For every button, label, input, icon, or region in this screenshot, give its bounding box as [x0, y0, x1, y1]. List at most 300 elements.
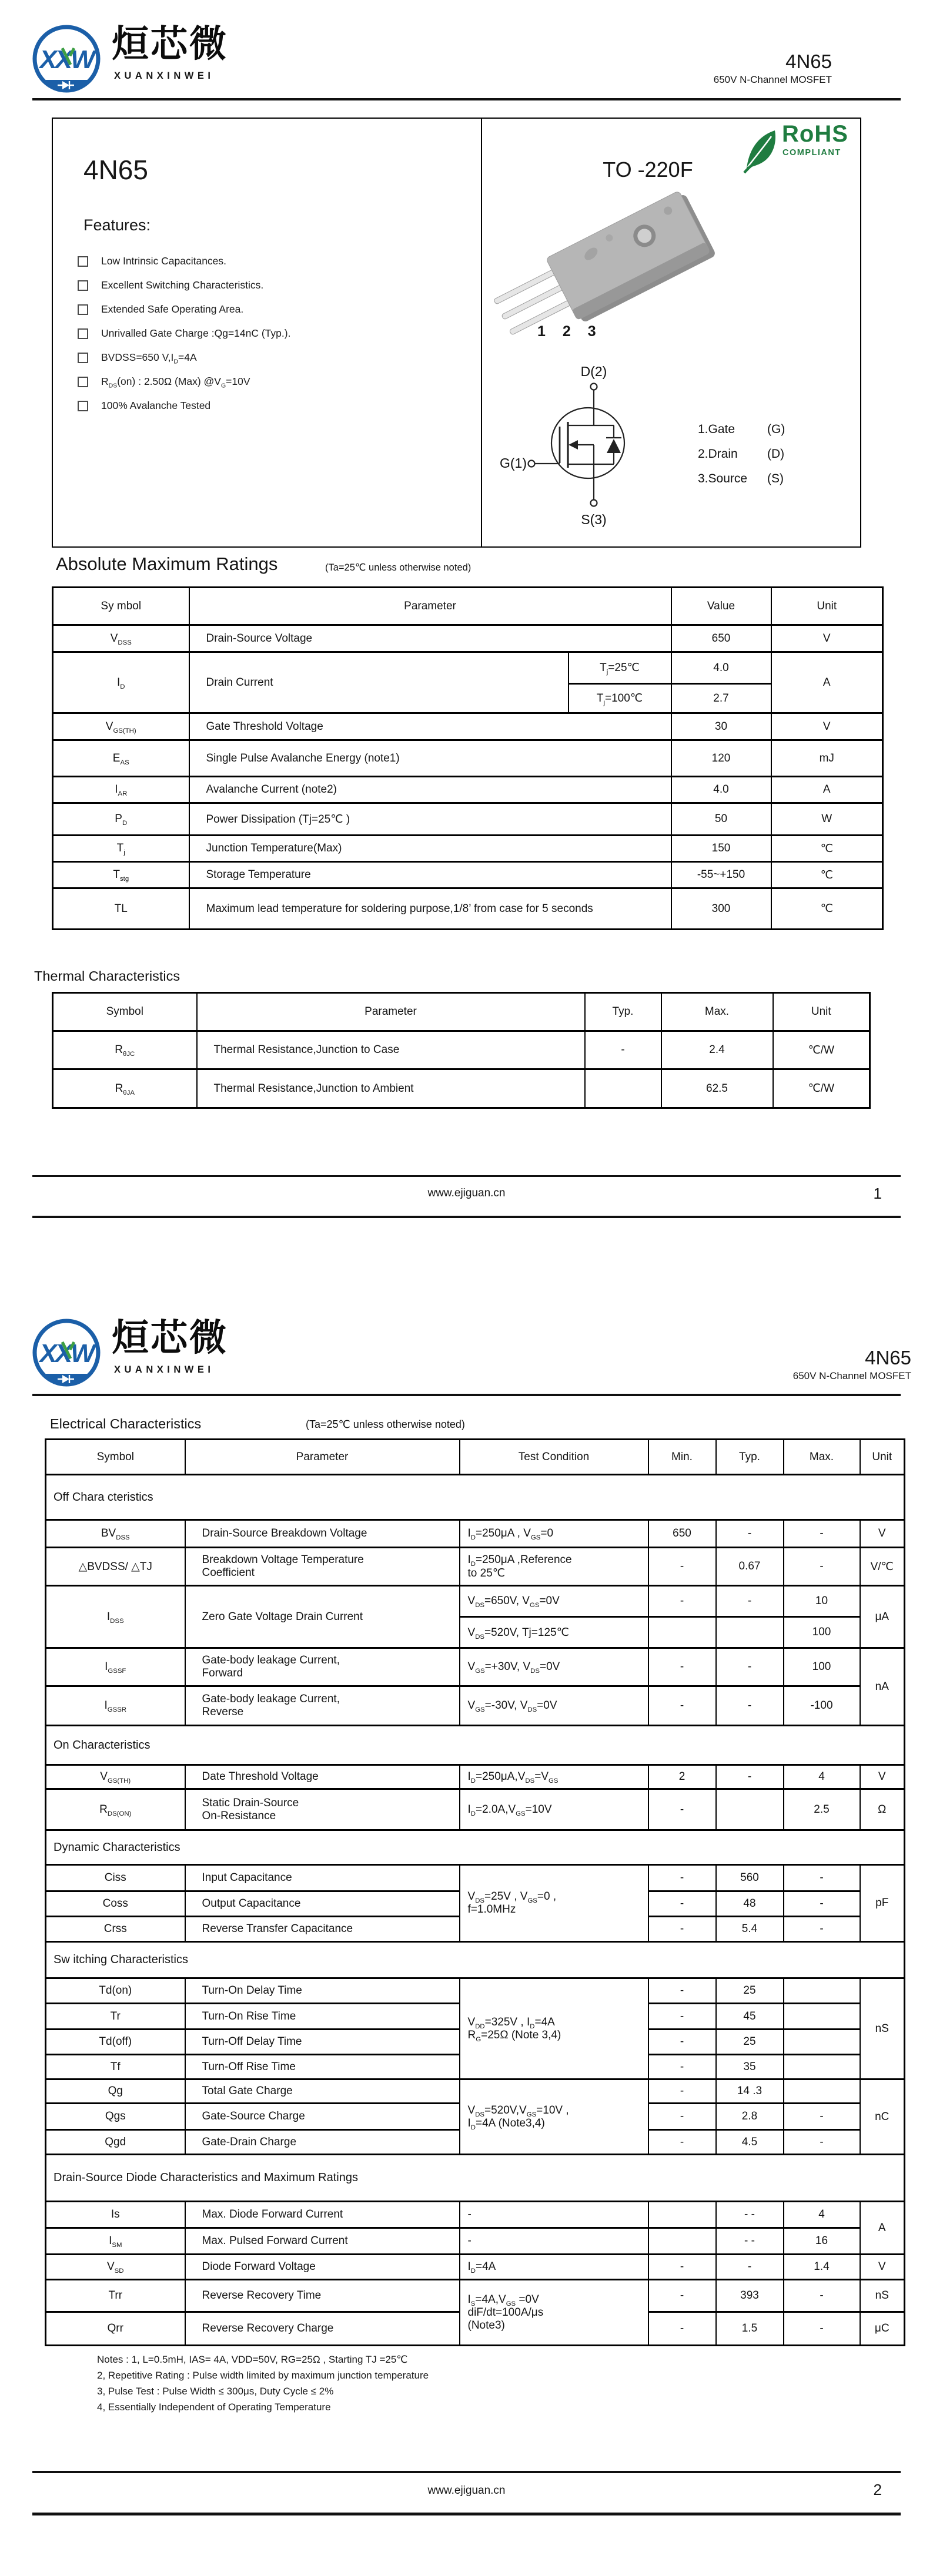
table-cell: Thermal Resistance,Junction to Case — [197, 1031, 585, 1069]
thermal-table — [52, 992, 871, 1109]
table-cell — [648, 1617, 716, 1648]
table-cell: - — [585, 1031, 661, 1069]
table-cell: Ciss — [46, 1865, 185, 1891]
table-cell: mJ — [771, 740, 883, 777]
table-cell: $R_{\theta JA}$ — [53, 1069, 197, 1108]
table-cell: $T_j=100℃$ — [569, 684, 671, 713]
table-row — [46, 2228, 905, 2255]
table-cell: Td(off) — [46, 2030, 185, 2055]
note-line: 3, Pulse Test : Pulse Width ≤ 300μs, Duty Cycle ≤ 2% — [97, 2386, 334, 2397]
part-subtitle: 650V N-Channel MOSFET — [713, 74, 832, 85]
feature-text: Unrivalled Gate Charge :Qg=14nC (Typ.). — [101, 327, 291, 339]
notes-block — [47, 2352, 429, 2415]
table-cell: - — [648, 1978, 716, 2004]
table-row — [46, 2155, 905, 2202]
elec-table — [45, 1438, 905, 2346]
feature-text: $R_{DS}(on)$ : 2.50Ω (Max) $@V_G=10V$ — [101, 375, 250, 390]
table-row — [53, 713, 883, 740]
table-cell: Junction Temperature(Max) — [189, 836, 671, 862]
table-cell: μA — [860, 1586, 905, 1648]
table-cell: - — [716, 1586, 784, 1617]
table-cell: 2.7 — [671, 684, 771, 713]
table-cell: $R_{\theta JC}$ — [53, 1031, 197, 1069]
table-cell: $I_D=2.0A,V_{GS}=10V$ — [460, 1789, 648, 1830]
table-cell: - — [648, 1917, 716, 1942]
table-cell: Total Gate Charge — [185, 2079, 460, 2104]
footer-rule-bottom — [32, 1216, 901, 1218]
elec-heading: Electrical Characteristics — [50, 1416, 202, 1431]
table-cell: Sy mbol — [53, 588, 189, 625]
table-cell: Trr — [46, 2280, 185, 2312]
table-cell: Parameter — [189, 588, 671, 625]
table-row — [46, 1765, 905, 1789]
table-cell: - — [648, 1789, 716, 1830]
table-cell: ℃ — [771, 888, 883, 930]
logo-monogram-icon — [24, 1315, 109, 1390]
table-cell: Reverse Recovery Time — [185, 2280, 460, 2312]
table-cell: - — [648, 1686, 716, 1726]
part-subtitle: 650V N-Channel MOSFET — [792, 1370, 911, 1381]
table-cell: Drain Current — [189, 652, 569, 713]
pin-abbr: (G) — [767, 422, 785, 436]
table-cell: - - — [716, 2228, 784, 2255]
table-cell: Qg — [46, 2079, 185, 2104]
table-cell: Symbol — [46, 1440, 185, 1475]
header-title-block — [608, 1347, 911, 1383]
table-cell — [716, 1789, 784, 1830]
data-table — [52, 992, 871, 1109]
table-row — [46, 2280, 905, 2312]
table-cell: 120 — [671, 740, 771, 777]
table-cell: 1.5 — [716, 2312, 784, 2346]
table-cell: Turn-Off Delay Time — [185, 2030, 460, 2055]
table-cell: Gate-Drain Charge — [185, 2130, 460, 2155]
table-cell: △BVDSS/ △TJ — [46, 1548, 185, 1586]
table-cell: Is — [46, 2202, 185, 2228]
table-cell: Breakdown Voltage Temperature Coefficient — [185, 1548, 460, 1586]
table-cell: Thermal Resistance,Junction to Ambient — [197, 1069, 585, 1108]
table-cell: - — [784, 2312, 860, 2346]
page-number: 1 — [873, 1185, 882, 1202]
footer-website: www.ejiguan.cn — [427, 1187, 506, 1199]
table-cell: 150 — [671, 836, 771, 862]
table-cell: $V_{DS}=25V$ , $V_{GS}=0$ , f=1.0MHz — [460, 1865, 648, 1942]
table-cell: Maximum lead temperature for soldering purpose,1/8’ from case for 5 seconds — [189, 888, 671, 930]
table-cell: W — [771, 803, 883, 836]
table-cell: $I_D=4A$ — [460, 2255, 648, 2280]
table-row — [53, 1031, 870, 1069]
table-cell: 4.5 — [716, 2130, 784, 2155]
table-cell: - — [648, 2004, 716, 2030]
table-cell: Unit — [771, 588, 883, 625]
table-cell: Crss — [46, 1917, 185, 1942]
table-cell: - — [648, 1648, 716, 1686]
header-title-block — [529, 51, 832, 87]
table-cell: Static Drain-Source On-Resistance — [185, 1789, 460, 1830]
feature-item — [78, 321, 466, 346]
table-cell: Gate-body leakage Current, Forward — [185, 1648, 460, 1686]
table-cell: 2.8 — [716, 2104, 784, 2130]
table-cell: - — [648, 2280, 716, 2312]
table-cell: V — [771, 625, 883, 652]
table-cell: TL — [53, 888, 189, 930]
table-cell — [585, 1069, 661, 1108]
abs-max-table — [52, 586, 884, 930]
table-cell: Drain-Source Voltage — [189, 625, 671, 652]
table-cell: $V_{DD}=325V$ , $I_D=4A$ $R_G=25\Omega$ (Note 3,4) — [460, 1978, 648, 2079]
table-cell: ℃ — [771, 836, 883, 862]
table-cell: $I_{DSS}$ — [46, 1586, 185, 1648]
abs-max-note: (Ta=25℃ unless otherwise noted) — [325, 562, 471, 573]
table-cell: pF — [860, 1865, 905, 1942]
table-cell: - — [648, 1548, 716, 1586]
table-cell: V/℃ — [860, 1548, 905, 1586]
table-cell: $V_{DS}=520V,V_{GS}=10V$ , $I_D=4A$ (Note3,4) — [460, 2079, 648, 2155]
thermal-heading: Thermal Characteristics — [34, 968, 180, 984]
part-number: 4N65 — [785, 51, 832, 72]
table-row — [46, 1648, 905, 1686]
table-cell: $I_D=250\mu A,V_{DS}=V_{GS}$ — [460, 1765, 648, 1789]
table-cell: Min. — [648, 1440, 716, 1475]
table-row — [53, 588, 883, 625]
table-cell: - — [716, 1648, 784, 1686]
table-cell: 2 — [648, 1765, 716, 1789]
feature-item — [78, 394, 466, 418]
features-list — [78, 249, 466, 418]
table-cell: Reverse Transfer Capacitance — [185, 1917, 460, 1942]
table-cell: 35 — [716, 2055, 784, 2079]
table-cell: - - — [716, 2202, 784, 2228]
table-cell: $E_{AS}$ — [53, 740, 189, 777]
table-cell: $I_{GSSR}$ — [46, 1686, 185, 1726]
table-cell: - — [648, 1865, 716, 1891]
table-cell — [648, 2228, 716, 2255]
table-cell: Max. Diode Forward Current — [185, 2202, 460, 2228]
table-cell: V — [860, 1765, 905, 1789]
pin-name: 1.Gate — [698, 422, 735, 436]
table-cell: ℃/W — [773, 1031, 870, 1069]
table-cell: 25 — [716, 1978, 784, 2004]
table-row — [53, 777, 883, 803]
table-cell: Single Pulse Avalanche Energy (note1) — [189, 740, 671, 777]
table-cell: $I_{GSSF}$ — [46, 1648, 185, 1686]
note-line: Notes : 1, L=0.5mH, IAS= 4A, VDD=50V, RG=25Ω , Starting TJ =25℃ — [97, 2354, 408, 2365]
table-row — [53, 652, 883, 684]
table-cell: $P_D$ — [53, 803, 189, 836]
table-cell: 45 — [716, 2004, 784, 2030]
table-row — [53, 993, 870, 1031]
table-cell: Turn-Off Rise Time — [185, 2055, 460, 2079]
feature-item — [78, 249, 466, 273]
table-cell: - — [784, 1520, 860, 1548]
table-cell: $T_{stg}$ — [53, 862, 189, 888]
table-row — [53, 1069, 870, 1108]
table-cell: $R_{DS(ON)}$ — [46, 1789, 185, 1830]
gate-label: G(1) — [500, 455, 527, 471]
table-row — [46, 1440, 905, 1475]
table-cell: Tr — [46, 2004, 185, 2030]
abs-max-heading: Absolute Maximum Ratings — [56, 554, 278, 574]
table-row — [53, 740, 883, 777]
header-rule — [32, 98, 901, 100]
logo-monogram-icon — [24, 21, 109, 96]
table-cell: - — [460, 2228, 648, 2255]
table-row — [53, 625, 883, 652]
footer-rule-top — [32, 1175, 901, 1177]
table-cell: Gate Threshold Voltage — [189, 713, 671, 740]
table-cell: - — [716, 1520, 784, 1548]
table-cell: V — [771, 713, 883, 740]
table-cell: V — [860, 1520, 905, 1548]
table-cell: - — [648, 2055, 716, 2079]
table-cell: A — [771, 777, 883, 803]
table-cell: - — [648, 2312, 716, 2346]
table-cell: $V_{DS}=650V$, $V_{GS}=0V$ — [460, 1586, 648, 1617]
feature-text: 100% Avalanche Tested — [101, 400, 211, 411]
pin-name-list — [698, 417, 785, 491]
elec-note: (Ta=25℃ unless otherwise noted) — [306, 1418, 465, 1430]
rohs-compliant-text: COMPLIANT — [782, 148, 841, 157]
rohs-logo — [743, 123, 861, 175]
table-row — [53, 836, 883, 862]
table-cell: 4 — [784, 2202, 860, 2228]
pin-numbers-label: 1 2 3 — [537, 323, 603, 340]
package-label: TO -220F — [603, 157, 693, 182]
table-cell: $V_{GS(TH)}$ — [53, 713, 189, 740]
table-cell: $V_{DS}=520V$, Tj=125℃ — [460, 1617, 648, 1648]
table-cell: 50 — [671, 803, 771, 836]
table-row — [46, 1978, 905, 2004]
table-row — [46, 1548, 905, 1586]
table-cell: ℃ — [771, 862, 883, 888]
table-cell: Max. — [661, 993, 773, 1031]
pin-abbr: (S) — [767, 472, 784, 485]
table-cell: nC — [860, 2079, 905, 2155]
mosfet-symbol — [477, 354, 730, 530]
table-cell: $I_D=250\mu A$ ,Reference to 25℃ — [460, 1548, 648, 1586]
table-cell: - — [784, 1865, 860, 1891]
table-cell: 650 — [671, 625, 771, 652]
table-cell — [784, 2079, 860, 2104]
feature-text: Extended Safe Operating Area. — [101, 303, 244, 315]
table-cell: Tf — [46, 2055, 185, 2079]
table-cell: 4 — [784, 1765, 860, 1789]
part-number: 4N65 — [865, 1347, 911, 1368]
table-cell: Date Threshold Voltage — [185, 1765, 460, 1789]
table-cell: $V_{SD}$ — [46, 2255, 185, 2280]
table-cell: Power Dissipation (Tj=25℃ ) — [189, 803, 671, 836]
table-cell: V — [860, 2255, 905, 2280]
table-cell: 48 — [716, 1891, 784, 1917]
checkbox-icon — [78, 353, 88, 363]
table-cell: - — [648, 2104, 716, 2130]
table-cell: - — [648, 1586, 716, 1617]
table-cell: On Characteristics — [46, 1726, 905, 1765]
checkbox-icon — [78, 328, 88, 339]
company-logo — [24, 21, 276, 96]
footer-rule-bottom — [32, 2513, 901, 2515]
table-cell: - — [648, 2130, 716, 2155]
table-row — [46, 1586, 905, 1617]
table-cell: 16 — [784, 2228, 860, 2255]
data-table — [45, 1438, 905, 2346]
company-logo — [24, 1315, 276, 1390]
table-cell: $T_j$ — [53, 836, 189, 862]
table-cell: Symbol — [53, 993, 197, 1031]
table-cell: 1.4 — [784, 2255, 860, 2280]
table-cell — [784, 2055, 860, 2079]
pin-name: 3.Source — [698, 472, 748, 485]
table-cell: 30 — [671, 713, 771, 740]
table-cell — [784, 2030, 860, 2055]
table-cell: - — [784, 1917, 860, 1942]
table-cell: - — [784, 2104, 860, 2130]
table-cell: Dynamic Characteristics — [46, 1830, 905, 1865]
table-cell: Input Capacitance — [185, 1865, 460, 1891]
pin-row — [698, 417, 785, 442]
table-row — [46, 1686, 905, 1726]
source-label: S(3) — [581, 512, 607, 527]
table-cell: Output Capacitance — [185, 1891, 460, 1917]
pin-abbr: (D) — [767, 447, 785, 461]
table-cell: $I_{SM}$ — [46, 2228, 185, 2255]
table-cell: 2.5 — [784, 1789, 860, 1830]
table-cell — [784, 1978, 860, 2004]
table-row — [46, 1830, 905, 1865]
table-cell: 14 .3 — [716, 2079, 784, 2104]
table-cell: nA — [860, 1648, 905, 1726]
table-row — [53, 888, 883, 930]
table-cell: Gate-Source Charge — [185, 2104, 460, 2130]
table-cell: Qgs — [46, 2104, 185, 2130]
table-cell: Parameter — [197, 993, 585, 1031]
table-cell: $V_{GS}=-30V$, $V_{DS}=0V$ — [460, 1686, 648, 1726]
table-cell: - — [716, 1765, 784, 1789]
table-row — [46, 1789, 905, 1830]
table-cell: $I_D$ — [53, 652, 189, 713]
table-cell: - — [716, 2255, 784, 2280]
table-row — [46, 1942, 905, 1978]
table-cell: 393 — [716, 2280, 784, 2312]
table-row — [46, 1520, 905, 1548]
table-row — [46, 2079, 905, 2104]
table-cell: Unit — [773, 993, 870, 1031]
table-row — [53, 862, 883, 888]
table-cell: Td(on) — [46, 1978, 185, 2004]
table-cell: 0.67 — [716, 1548, 784, 1586]
table-cell: 4.0 — [671, 777, 771, 803]
feature-text: BVDSS=650 $V,I_D=4A$ — [101, 351, 197, 365]
product-title: 4N65 — [83, 155, 148, 185]
checkbox-icon — [78, 401, 88, 411]
table-cell: $BV_{DSS}$ — [46, 1520, 185, 1548]
rohs-leaf-icon — [743, 123, 781, 175]
feature-text: Low Intrinsic Capacitances. — [101, 255, 227, 267]
table-cell: $V_{GS(TH)}$ — [46, 1765, 185, 1789]
table-cell: - — [784, 2280, 860, 2312]
table-cell: Storage Temperature — [189, 862, 671, 888]
table-cell: $T_j=25℃$ — [569, 652, 671, 684]
table-cell: μC — [860, 2312, 905, 2346]
table-cell: Typ. — [585, 993, 661, 1031]
table-cell: Coss — [46, 1891, 185, 1917]
company-name-chinese: 烜芯微 — [112, 1317, 228, 1359]
table-cell: Avalanche Current (note2) — [189, 777, 671, 803]
checkbox-icon — [78, 280, 88, 291]
footer-website: www.ejiguan.cn — [427, 2484, 506, 2497]
table-cell — [648, 2202, 716, 2228]
table-cell: $V_{DSS}$ — [53, 625, 189, 652]
svg-text:XXW: XXW — [39, 1339, 93, 1368]
note-line: 2, Repetitive Rating : Pulse width limited by maximum junction temperature — [97, 2370, 429, 2381]
data-table — [52, 586, 884, 930]
table-cell: $I_{AR}$ — [53, 777, 189, 803]
table-cell: 560 — [716, 1865, 784, 1891]
table-row — [53, 803, 883, 836]
product-summary-box — [52, 118, 861, 548]
table-cell: - — [648, 1891, 716, 1917]
feature-item — [78, 297, 466, 321]
table-row — [46, 2202, 905, 2228]
page-number: 2 — [873, 2481, 882, 2498]
pin-row — [698, 467, 785, 491]
table-cell: 25 — [716, 2030, 784, 2055]
drain-label: D(2) — [580, 364, 607, 379]
table-cell: Drain-Source Breakdown Voltage — [185, 1520, 460, 1548]
table-cell: -100 — [784, 1686, 860, 1726]
table-cell: -55~+150 — [671, 862, 771, 888]
table-cell: 10 — [784, 1586, 860, 1617]
pin-name: 2.Drain — [698, 447, 738, 461]
table-cell: 100 — [784, 1617, 860, 1648]
company-name-english: XUANXINWEI — [114, 1364, 215, 1375]
table-cell: Turn-On Delay Time — [185, 1978, 460, 2004]
table-cell: Value — [671, 588, 771, 625]
table-cell: - — [784, 1891, 860, 1917]
table-cell: Unit — [860, 1440, 905, 1475]
table-cell — [784, 2004, 860, 2030]
table-cell: A — [860, 2202, 905, 2255]
feature-item — [78, 370, 466, 394]
header-rule — [32, 1394, 901, 1396]
table-cell: Test Condition — [460, 1440, 648, 1475]
rohs-text: RoHS — [782, 121, 848, 147]
table-cell: Reverse Recovery Charge — [185, 2312, 460, 2346]
checkbox-icon — [78, 256, 88, 267]
table-cell: Typ. — [716, 1440, 784, 1475]
company-name-chinese: 烜芯微 — [112, 24, 228, 65]
table-row — [46, 1865, 905, 1891]
checkbox-icon — [78, 377, 88, 387]
feature-text: Excellent Switching Characteristics. — [101, 279, 264, 291]
table-row — [46, 1726, 905, 1765]
table-cell: - — [648, 2079, 716, 2104]
table-cell: Qgd — [46, 2130, 185, 2155]
table-cell: Parameter — [185, 1440, 460, 1475]
pin-row — [698, 442, 785, 467]
footer-rule-top — [32, 2471, 901, 2473]
table-cell: - — [716, 1686, 784, 1726]
table-cell: Max. — [784, 1440, 860, 1475]
table-cell: nS — [860, 2280, 905, 2312]
package-photo — [489, 176, 739, 353]
table-cell: - — [648, 2255, 716, 2280]
table-cell: 100 — [784, 1648, 860, 1686]
table-cell: $I_S=4A,V_{GS} =0V$ diF/dt=100A/μs (Note3) — [460, 2280, 648, 2346]
table-cell: 300 — [671, 888, 771, 930]
feature-item — [78, 273, 466, 297]
table-cell: Ω — [860, 1789, 905, 1830]
